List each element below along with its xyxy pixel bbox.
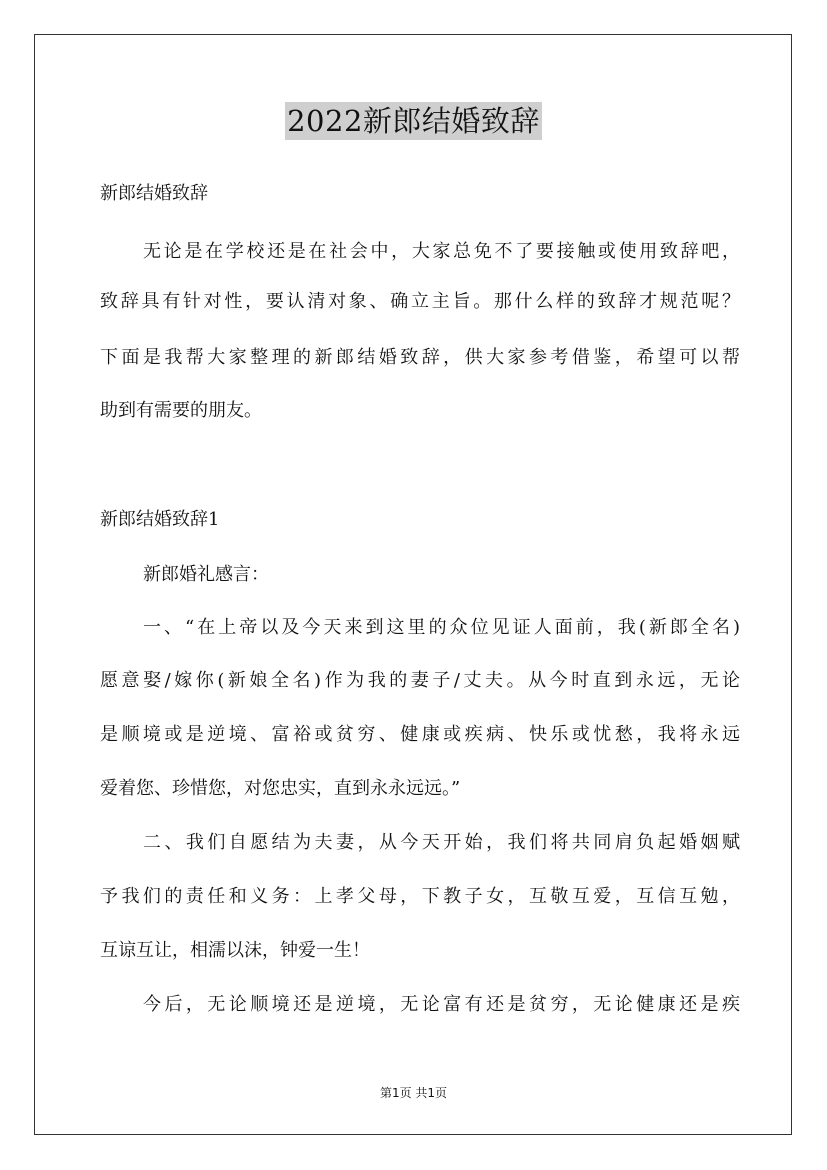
section-heading: 新郎结婚致辞: [100, 183, 208, 204]
page-number-footer: 第1页 共1页: [379, 1086, 448, 1100]
paragraph-line: 予我们的责任和义务：上孝父母，下教子女，互敬互爱，互信互勉，: [100, 886, 740, 907]
paragraph-line: 致辞具有针对性，要认清对象、确立主旨。那什么样的致辞才规范呢？: [100, 291, 740, 312]
paragraph-line: 二、我们自愿结为夫妻，从今天开始，我们将共同肩负起婚姻赋: [143, 832, 740, 853]
paragraph-line: 无论是在学校还是在社会中，大家总免不了要接触或使用致辞吧，: [143, 241, 740, 262]
section-heading: 新郎结婚致辞1: [100, 509, 220, 530]
title-wrapper: [0, 102, 827, 140]
paragraph-line: 互谅互让，相濡以沫，钟爱一生！: [100, 940, 370, 961]
paragraph-line: 新郎婚礼感言：: [143, 564, 269, 585]
paragraph-line: 一、“在上帝以及今天来到这里的众位见证人面前，我(新郎全名): [143, 617, 740, 638]
paragraph-line: 助到有需要的朋友。: [100, 400, 262, 421]
document-title: 2022新郎结婚致辞: [287, 104, 540, 138]
paragraph-line: 下面是我帮大家整理的新郎结婚致辞，供大家参考借鉴，希望可以帮: [100, 347, 740, 368]
paragraph-line: 是顺境或是逆境、富裕或贫穷、健康或疾病、快乐或忧愁，我将永远: [100, 724, 740, 745]
paragraph-line: 今后，无论顺境还是逆境，无论富有还是贫穷，无论健康还是疾: [143, 994, 740, 1015]
paragraph-line: 爱着您、珍惜您，对您忠实，直到永永远远。”: [100, 778, 461, 799]
paragraph-line: 愿意娶/嫁你(新娘全名)作为我的妻子/丈夫。从今时直到永远，无论: [100, 670, 740, 691]
